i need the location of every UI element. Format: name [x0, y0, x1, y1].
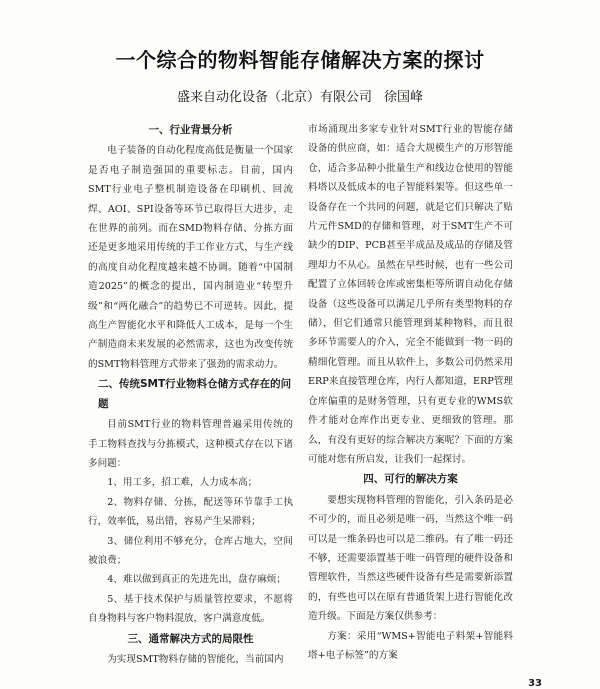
page-number: 33: [528, 678, 542, 689]
list-item: 4、难以做到真正的先进先出，盘存麻烦；: [107, 574, 286, 586]
article-title: 一个综合的物料智能存储解决方案的探讨: [115, 48, 485, 72]
section-heading-2: 二、传统SMT行业物料仓储方式存在的问题: [98, 378, 292, 410]
author: 徐国峰: [384, 90, 424, 105]
right-column: [308, 120, 513, 665]
section-3-paragraph-continued: 市场涌现出多家专业针对SMT行业的智能存储设备的供应商，如：适合大规模生产的万形智能仓，适合多品种小批量生产和线边仓使用的智能料塔以及低成本的电子智能料架等。但这些单一设备存在一个共同的问题，就是它们只解决了贴片元件SMD的存储和管理，对于SMT生产不可缺少的DIP、PCB甚至半成品及成品的存储及管理却力不从心。虽然在早些时候，也有一些公司配置了立体回转仓库或密集柜等所谓自动化存储设备（这些设备可以满足几乎所有类型物料的存储），但它们通常只能管理到某种物料，而且很多环节需要人的介入，完全不能做到一物一码的精细化管理。而且从软件上，多数公司仍然采用ERP来直接管理仓库，内行人都知道，ERP管理仓库偏重的是财务管理，只有更专业的WMS软件才能对仓库作出更专业、更细致的管理。那么，有没有更好的综合解决方案呢？下面的方案可能对您有所启发，让我们一起探讨。: [308, 124, 513, 465]
section-4-proposal: 方案：采用“WMS+智能电子料架+智能料塔+电子标签”的方案: [308, 630, 513, 661]
section-heading-3: 三、通常解决方式的局限性: [127, 632, 254, 645]
list-item: 2、物料存储、分拣，配送等环节靠手工执行，效率低，易出错，容易产生呆滞料；: [88, 496, 293, 528]
list-item: 1、用工多，招工难，人力成本高；: [107, 477, 258, 489]
list-item: 5、基于技术保护与质量管控要求，不愿将自身物料与客户物料混放，客户满意度低。: [88, 593, 293, 625]
list-item: 3、储位利用不够充分，仓库占地大，空间被浪费；: [88, 535, 293, 566]
section-4-paragraph: 要想实现物料管理的智能化，引入条码是必不可少的，而且必须是唯一码，当然这个唯一码可以是一维条码也可以是二维码。有了唯一码还不够，还需要添置基于唯一码管理的硬件设备和管理软件，当然这些硬件设备有些是需要新添置的，有些也可以在原有普通货架上进行智能化改造升级。下面是方案仅供参考：: [308, 494, 513, 623]
section-1-paragraph: 电子装备的自动化程度高低是衡量一个国家是否电子制造强国的重要标志。目前，国内SMT行业电子整机制造设备在印刷机、回流焊、AOI、SPI设备等环节已取得巨大进步，走在世界的前列。而在SMD物料存储、分拣方面还是更多地采用传统的手工作业方式，与生产线的高度自动化程度越来越不协调。随着“中国制造2025”的概念的提出，国内制造业“转型升级”和“两化融合”的趋势已不可逆转。因此，提高生产智能化水平和降低人工成本，是每一个生产制造商未来发展的必然需求，这也为改变传统的SMT物料管理方式带来了强劲的需求动力。: [88, 145, 293, 370]
byline: [0, 86, 600, 105]
section-2-paragraph: 目前SMT行业的物料管理普遍采用传统的手工物料查找与分拣模式，这种模式存在以下诸多问题：: [88, 419, 293, 469]
left-column: [88, 120, 293, 669]
section-3-paragraph: 为实现SMT物料存储的智能化，当前国内: [107, 653, 284, 665]
section-heading-4: 四、可行的解决方案: [363, 473, 458, 486]
section-heading-1: 一、行业背景分析: [148, 124, 233, 136]
affiliation: 盛来自动化设备（北京）有限公司: [176, 90, 372, 105]
